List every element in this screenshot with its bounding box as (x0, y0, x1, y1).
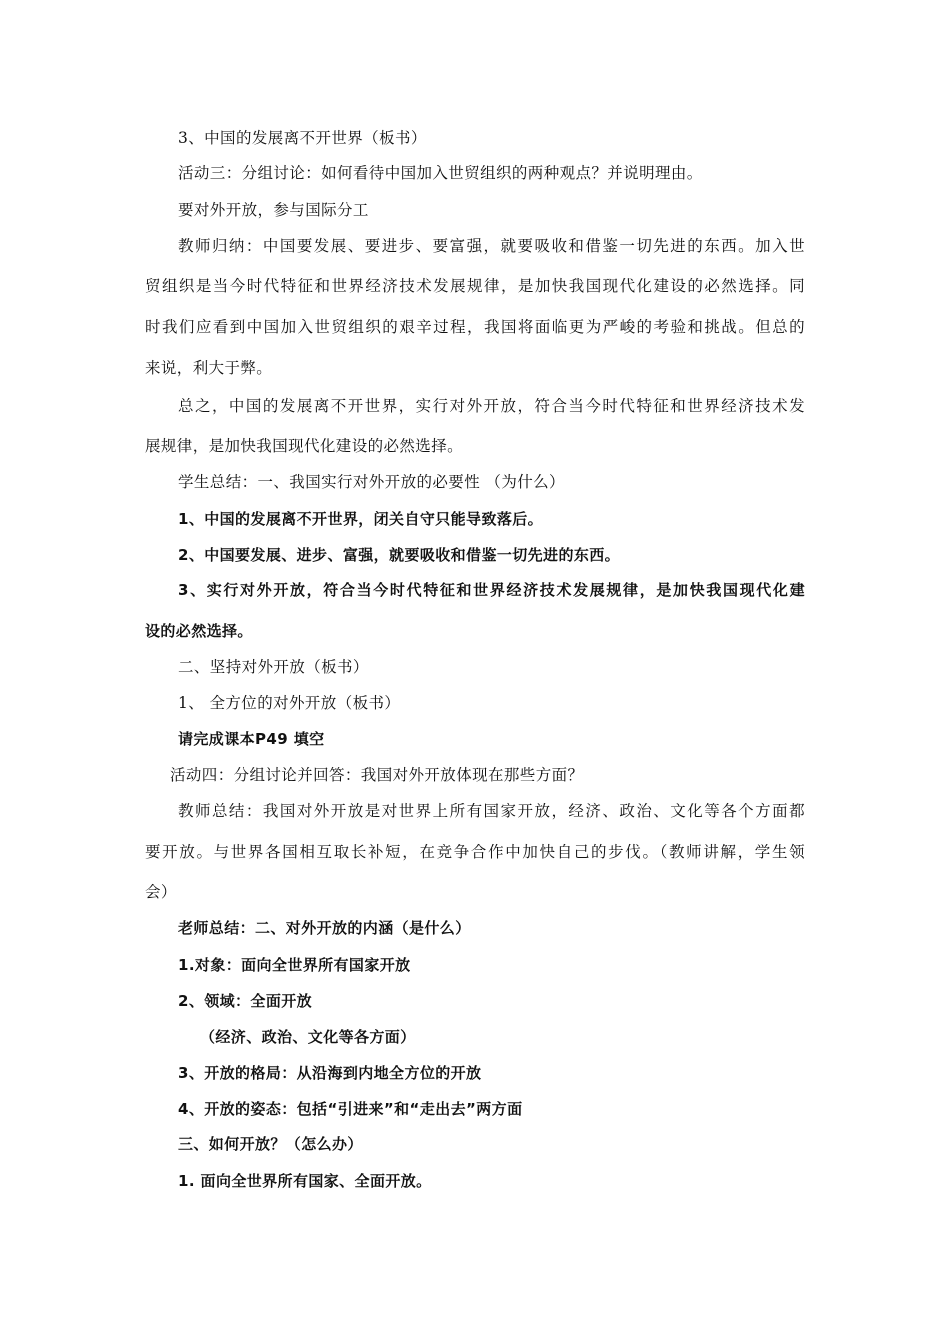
meaning-object: 1.对象：面向全世界所有国家开放 (178, 956, 411, 974)
point-1: 1、中国的发展离不开世界，闭关自守只能导致落后。 (178, 510, 544, 528)
section-two-heading: 二、坚持对外开放（板书） (178, 658, 369, 676)
activity-four: 活动四：分组讨论并回答：我国对外开放体现在那些方面？ (170, 766, 584, 784)
point-3-line-2: 设的必然选择。 (145, 622, 253, 640)
meaning-pattern: 3、开放的格局：从沿海到内地全方位的开放 (178, 1064, 482, 1082)
meaning-posture: 4、开放的姿态：包括“引进来”和“走出去”两方面 (178, 1100, 523, 1118)
teacher-summary-line-2: 贸组织是当今时代特征和世界经济技术发展规律，是加快我国现代化建设的必然选择。同 (145, 277, 805, 295)
teacher-summary-line-1: 教师归纳：中国要发展、要进步、要富强，就要吸收和借鉴一切先进的东西。加入世 (178, 237, 805, 255)
teacher-summary-meaning: 老师总结：二、对外开放的内涵（是什么） (178, 919, 471, 937)
fill-in-instruction: 请完成课本P49 填空 (178, 730, 325, 748)
point-2: 2、中国要发展、进步、富强，就要吸收和借鉴一切先进的东西。 (178, 546, 621, 564)
heading-3-board: 3、中国的发展离不开世界（板书） (178, 129, 427, 147)
subsection-one-heading: 1、 全方位的对外开放（板书） (178, 694, 401, 712)
conclusion-line-2: 展规律，是加快我国现代化建设的必然选择。 (145, 437, 464, 455)
teacher-conclusion-line-2: 要开放。与世界各国相互取长补短，在竞争合作中加快自己的步伐。（教师讲解，学生领 (145, 843, 805, 861)
teacher-conclusion-line-3: 会） (145, 883, 177, 901)
meaning-field: 2、领域：全面开放 (178, 992, 313, 1010)
point-3-line-1: 3、实行对外开放，符合当今时代特征和世界经济技术发展规律，是加快我国现代化建 (178, 581, 805, 599)
activity-three: 活动三：分组讨论：如何看待中国加入世贸组织的两种观点？并说明理由。 (178, 164, 703, 182)
teacher-summary-line-4: 来说，利大于弊。 (145, 359, 273, 377)
student-summary: 学生总结：一、我国实行对外开放的必要性 （为什么） (178, 473, 565, 491)
conclusion-line-1: 总之，中国的发展离不开世界，实行对外开放，符合当今时代特征和世界经济技术发 (178, 397, 805, 415)
teacher-conclusion-line-1: 教师总结：我国对外开放是对世界上所有国家开放，经济、政治、文化等各个方面都 (178, 802, 805, 820)
open-up-line: 要对外开放，参与国际分工 (178, 201, 369, 219)
section-three-heading: 三、如何开放？（怎么办） (178, 1135, 363, 1153)
meaning-field-detail: （经济、政治、文化等各方面） (200, 1028, 416, 1046)
teacher-summary-line-3: 时我们应看到中国加入世贸组织的艰辛过程，我国将面临更为严峻的考验和挑战。但总的 (145, 318, 805, 336)
how-point-1: 1. 面向全世界所有国家、全面开放。 (178, 1172, 432, 1190)
